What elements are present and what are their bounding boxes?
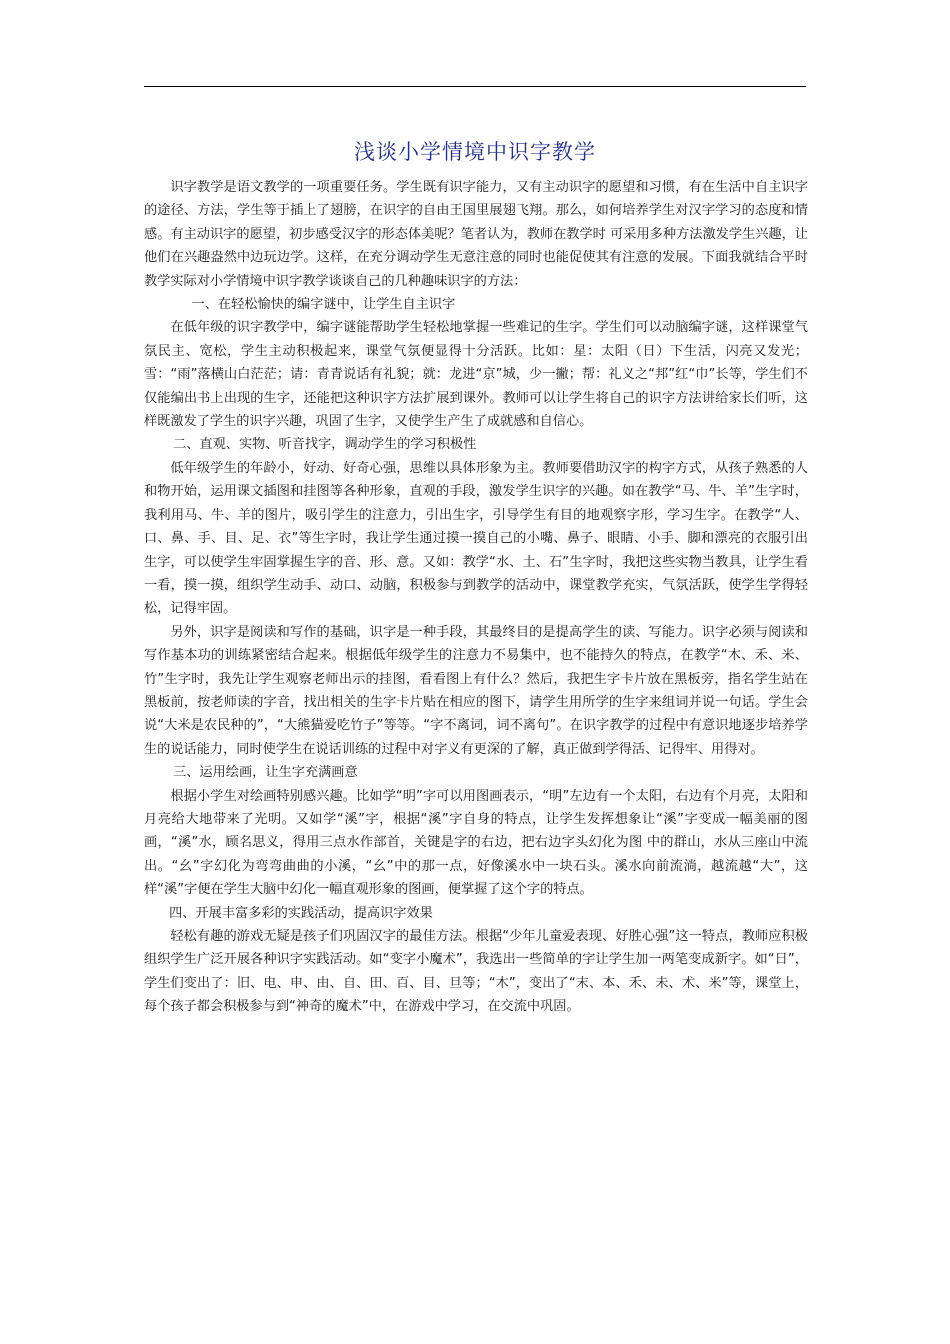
section-2-paragraph-2: 另外，识字是阅读和写作的基础，识字是一种手段，其最终目的是提高学生的读、写能力。识字必须与阅读和写作基本功的训练紧密结合起来。根据低年级学生的注意力不易集中，也不能持久的特点，在教学“木、禾、米、竹”生字时，我先让学生观察老师出示的挂图，看看图上有什么？然后，我把生字卡片放在黑板旁，指名学生站在黑板前，按老师读的字音，找出相关的生字卡片贴在相应的图下，请学生用所学的生字来组词并说一句话。学生会说“大米是农民种的”，“大熊猫爱吃竹子”等等。“字不离词，词不离句”。在识字教学的过程中有意识地逐步培养学生的说话能力，同时使学生在说话训练的过程中对字义有更深的了解，真正做到学得活、记得牢、用得对。	[144, 624, 808, 757]
document-title: 浅谈小学情境中识字教学	[354, 140, 596, 164]
section-4-paragraph: 轻松有趣的游戏无疑是孩子们巩固汉字的最佳方法。根据“少年儿童爱表现、好胜心强”这一特点，教师应积极组织学生广泛开展各种识字实践活动。如“变字小魔术”，我选出一些简单的字让学生加一两笔变成新字。如“日”，学生们变出了：旧、电、申、由、自、田、百、目、旦等；“木”，变出了“末、本、禾、未、术、米”等，课堂上，每个孩子都会积极参与到“神奇的魔术”中，在游戏中学习，在交流中巩固。	[144, 929, 808, 1015]
section-1-paragraph: 在低年级的识字教学中，编字谜能帮助学生轻松地掌握一些难记的生字。学生们可以动脑编字谜，这样课堂气氛民主、宽松，学生主动积极起来，课堂气氛便显得十分活跃。比如：星：太阳（日）下生活，闪亮又发光；雪：“雨”落横山白茫茫；请：青青说话有礼貌；就：龙进“京”城，少一撇；帮：礼义之“邦”红“巾”长等，学生们不仅能编出书上出现的生字，还能把这种识字方法扩展到课外。教师可以让学生将自己的识字方法讲给家长们听，这样既激发了学生的识字兴趣，巩固了生字，又使学生产生了成就感和自信心。	[144, 320, 808, 430]
document-body	[144, 176, 808, 1019]
section-2-paragraph-1: 低年级学生的年龄小，好动、好奇心强，思维以具体形象为主。教师要借助汉字的构字方式，从孩子熟悉的人和物开始，运用课文插图和挂图等各种形象，直观的手段，激发学生识字的兴趣。如在教学“马、牛、羊”生字时，我利用马、牛、羊的图片，吸引学生的注意力，引出生字，引导学生有目的地观察字形，学习生字。在教学“人、口、鼻、手、目、足、衣”等生字时，我让学生通过摸一摸自己的小嘴、鼻子、眼睛、小手、脚和漂亮的衣服引出生字，可以使学生牢固掌握生字的音、形、意。又如：教学“水、土、石”生字时，我把这些实物当教具，让学生看一看，摸一摸，组织学生动手、动口、动脑，积极参与到教学的活动中，课堂教学充实，气氛活跃，使学生学得轻松，记得牢固。	[144, 460, 808, 617]
section-1-heading: 一、在轻松愉快的编字谜中，让学生自主识字	[191, 297, 456, 313]
header-rule	[144, 86, 806, 87]
section-3-paragraph: 根据小学生对绘画特别感兴趣。比如学“明”字可以用图画表示，“明”左边有一个太阳，右边有个月亮，太阳和月亮给大地带来了光明。又如学“溪”字，根据“溪”字自身的特点，让学生发挥想象让“溪”字变成一幅美丽的图画，“溪”水，顾名思义，得用三点水作部首，关键是字的右边，把右边字头幻化为图 中的群山，水从三座山中流出。“幺”字幻化为弯弯曲曲的小溪，“幺”中的那一点，好像溪水中一块石头。溪水向前流淌，越流越“大”，这样“溪”字便在学生大脑中幻化一幅直观形象的图画，便掌握了这个字的特点。	[144, 788, 808, 898]
section-2-heading: 二、直观、实物、听音找字，调动学生的学习积极性	[173, 437, 477, 453]
section-3-heading: 三、运用绘画，让生字充满画意	[173, 765, 358, 781]
section-4-heading: 四、开展丰富多彩的实践活动，提高识字效果	[169, 905, 433, 921]
intro-paragraph: 识字教学是语文教学的一项重要任务。学生既有识字能力，又有主动识字的愿望和习惯，有在生活中自主识字的途径、方法，学生等于插上了翅膀，在识字的自由王国里展翅飞翔。那么，如何培养学生对汉字学习的态度和情感。有主动识字的愿望，初步感受汉字的形态体美呢？笔者认为，教师在教学时 可采用多种方法激发学生兴趣，让他们在兴趣盎然中边玩边学。这样，在充分调动学生无意注意的同时也能促使其有注意的发展。下面我就结合平时教学实际对小学情境中识字教学谈谈自己的几种趣味识字的方法：	[144, 180, 808, 289]
